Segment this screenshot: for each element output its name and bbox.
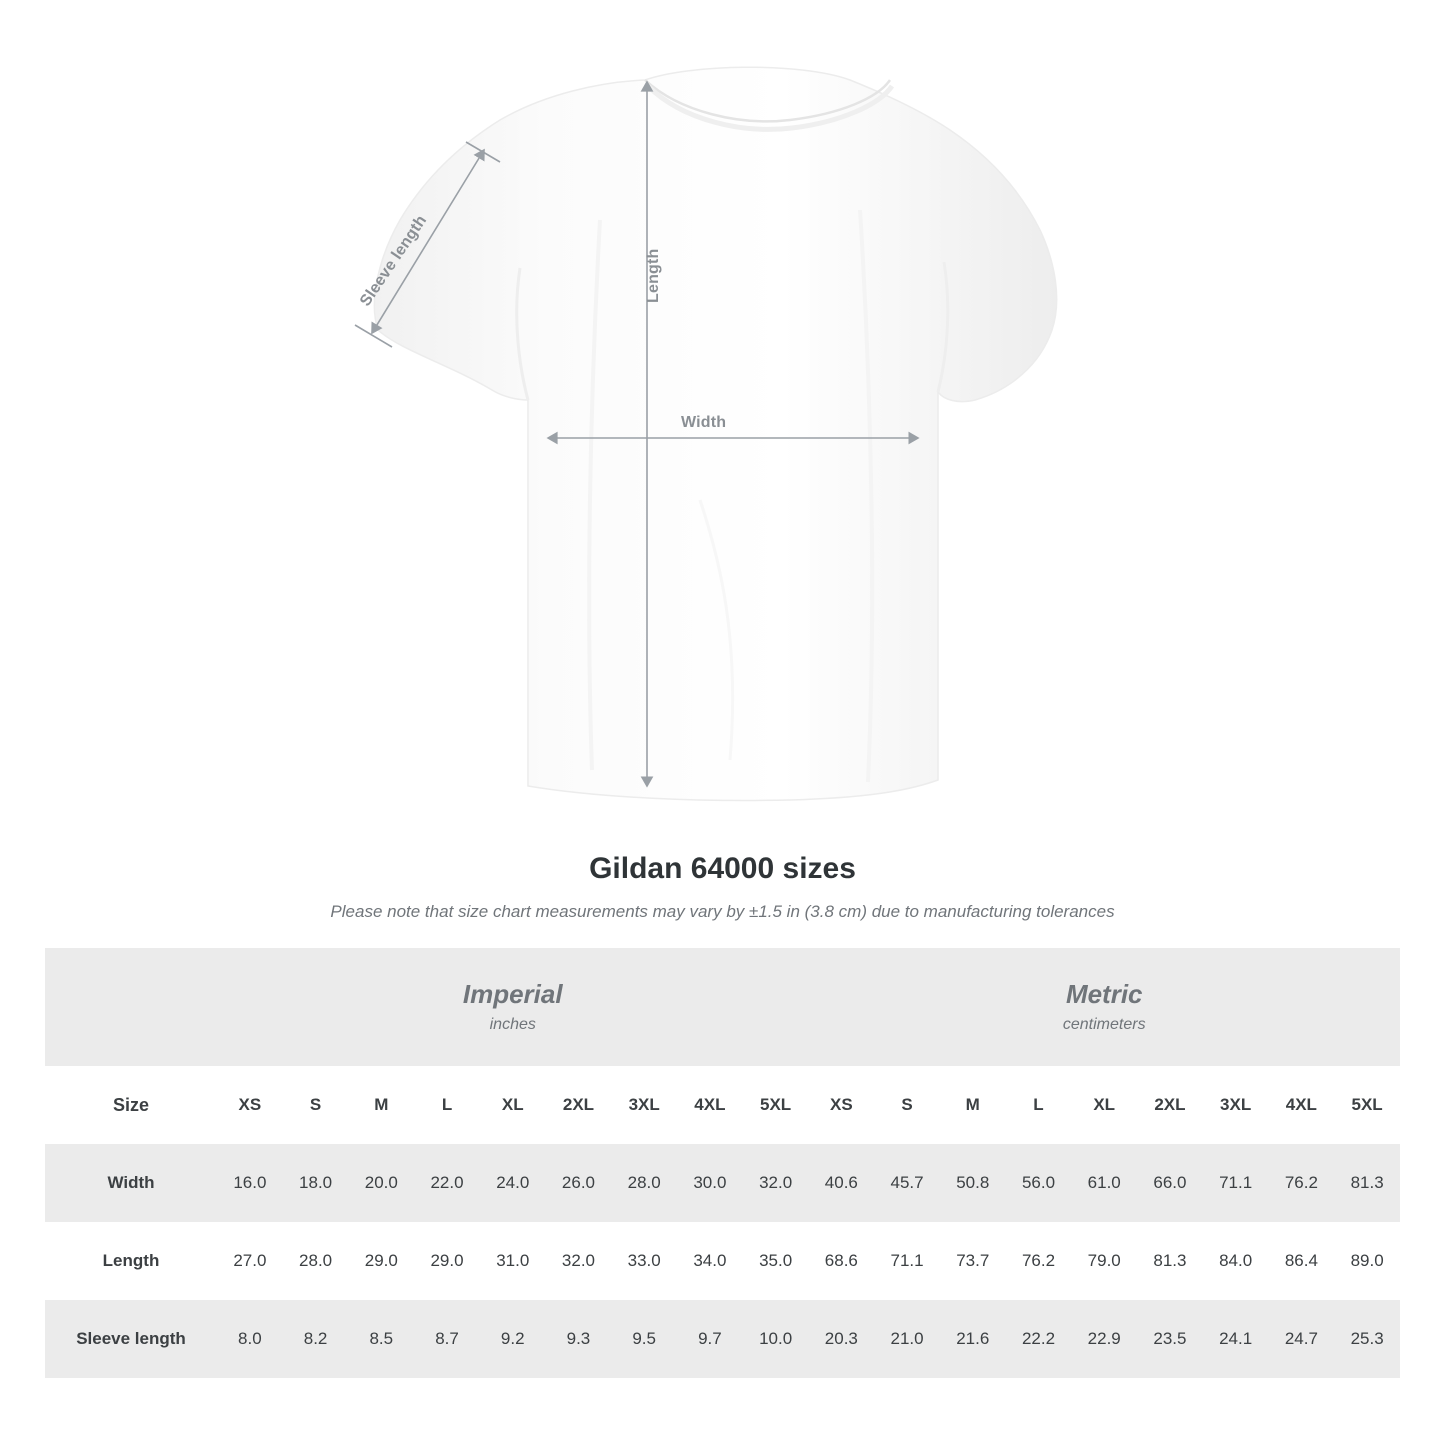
cell-width-2: 20.0 [348, 1144, 414, 1222]
group-metric-name: Metric [1065, 978, 1143, 1009]
group-imperial-unit: inches [489, 1016, 536, 1034]
cell-sleeve-17: 25.3 [1334, 1300, 1400, 1378]
cell-length-2: 29.0 [348, 1222, 414, 1300]
cell-sleeve-10: 21.0 [874, 1300, 940, 1378]
cell-length-4: 31.0 [480, 1222, 546, 1300]
cell-width-3: 22.0 [414, 1144, 480, 1222]
cell-sleeve-7: 9.7 [677, 1300, 743, 1378]
cell-width-8: 32.0 [743, 1144, 809, 1222]
cell-width-4: 24.0 [480, 1144, 546, 1222]
cell-length-10: 71.1 [874, 1222, 940, 1300]
cell-width-10: 45.7 [874, 1144, 940, 1222]
cell-width-13: 61.0 [1071, 1144, 1137, 1222]
table-group-header-row [45, 948, 1400, 1066]
group-imperial-name: Imperial [462, 978, 563, 1009]
size-table [45, 948, 1400, 1378]
header-col-10: S [874, 1066, 940, 1144]
cell-length-6: 33.0 [611, 1222, 677, 1300]
cell-sleeve-8: 10.0 [743, 1300, 809, 1378]
table-row [45, 1300, 1400, 1378]
cell-width-12: 56.0 [1006, 1144, 1072, 1222]
cell-length-14: 81.3 [1137, 1222, 1203, 1300]
row-label-length: Length [45, 1222, 217, 1300]
cell-width-11: 50.8 [940, 1144, 1006, 1222]
cell-sleeve-12: 22.2 [1006, 1300, 1072, 1378]
header-col-17: 5XL [1334, 1066, 1400, 1144]
header-col-8: 5XL [743, 1066, 809, 1144]
cell-length-8: 35.0 [743, 1222, 809, 1300]
cell-width-14: 66.0 [1137, 1144, 1203, 1222]
cell-length-15: 84.0 [1203, 1222, 1269, 1300]
header-col-7: 4XL [677, 1066, 743, 1144]
page-title: Gildan 64000 sizes [589, 852, 856, 885]
cell-sleeve-2: 8.5 [348, 1300, 414, 1378]
cell-width-16: 76.2 [1269, 1144, 1335, 1222]
cell-width-17: 81.3 [1334, 1144, 1400, 1222]
cell-sleeve-11: 21.6 [940, 1300, 1006, 1378]
row-label-width: Width [45, 1144, 217, 1222]
cell-sleeve-0: 8.0 [217, 1300, 283, 1378]
header-col-11: M [940, 1066, 1006, 1144]
length-label: Length [645, 248, 662, 303]
cell-width-15: 71.1 [1203, 1144, 1269, 1222]
cell-length-12: 76.2 [1006, 1222, 1072, 1300]
measurement-note: Please note that size chart measurements may vary by ±1.5 in (3.8 cm) due to manufacturing tolerances [330, 902, 1115, 921]
header-col-9: XS [808, 1066, 874, 1144]
row-label-sleeve-length: Sleeve length [45, 1300, 217, 1378]
header-col-12: L [1006, 1066, 1072, 1144]
header-col-15: 3XL [1203, 1066, 1269, 1144]
cell-width-6: 28.0 [611, 1144, 677, 1222]
header-col-6: 3XL [611, 1066, 677, 1144]
header-col-5: 2XL [546, 1066, 612, 1144]
cell-width-0: 16.0 [217, 1144, 283, 1222]
table-column-header-row [45, 1066, 1400, 1144]
header-col-3: L [414, 1066, 480, 1144]
table-row [45, 1144, 1400, 1222]
header-col-16: 4XL [1269, 1066, 1335, 1144]
title-block [0, 852, 1445, 922]
cell-length-17: 89.0 [1334, 1222, 1400, 1300]
cell-width-7: 30.0 [677, 1144, 743, 1222]
cell-length-1: 28.0 [283, 1222, 349, 1300]
tshirt-shape [374, 67, 1056, 800]
sleeve-length-label: Sleeve length [357, 212, 431, 310]
header-col-1: S [283, 1066, 349, 1144]
cell-sleeve-14: 23.5 [1137, 1300, 1203, 1378]
cell-width-5: 26.0 [546, 1144, 612, 1222]
cell-length-3: 29.0 [414, 1222, 480, 1300]
cell-sleeve-1: 8.2 [283, 1300, 349, 1378]
cell-sleeve-9: 20.3 [808, 1300, 874, 1378]
header-col-4: XL [480, 1066, 546, 1144]
cell-width-1: 18.0 [283, 1144, 349, 1222]
group-metric [808, 948, 1400, 1066]
group-corner-cell [45, 948, 217, 1066]
cell-sleeve-5: 9.3 [546, 1300, 612, 1378]
cell-length-7: 34.0 [677, 1222, 743, 1300]
cell-width-9: 40.6 [808, 1144, 874, 1222]
cell-length-16: 86.4 [1269, 1222, 1335, 1300]
cell-sleeve-13: 22.9 [1071, 1300, 1137, 1378]
group-metric-unit: centimeters [1062, 1016, 1146, 1034]
header-col-13: XL [1071, 1066, 1137, 1144]
cell-sleeve-4: 9.2 [480, 1300, 546, 1378]
header-col-0: XS [217, 1066, 283, 1144]
header-size: Size [45, 1066, 217, 1144]
cell-length-13: 79.0 [1071, 1222, 1137, 1300]
header-col-2: M [348, 1066, 414, 1144]
cell-length-0: 27.0 [217, 1222, 283, 1300]
cell-length-9: 68.6 [808, 1222, 874, 1300]
cell-length-11: 73.7 [940, 1222, 1006, 1300]
group-imperial [217, 948, 808, 1066]
cell-sleeve-3: 8.7 [414, 1300, 480, 1378]
cell-sleeve-16: 24.7 [1269, 1300, 1335, 1378]
cell-sleeve-6: 9.5 [611, 1300, 677, 1378]
header-col-14: 2XL [1137, 1066, 1203, 1144]
cell-length-5: 32.0 [546, 1222, 612, 1300]
width-label: Width [681, 414, 727, 431]
table-row [45, 1222, 1400, 1300]
cell-sleeve-15: 24.1 [1203, 1300, 1269, 1378]
size-table-wrapper [45, 948, 1400, 1378]
